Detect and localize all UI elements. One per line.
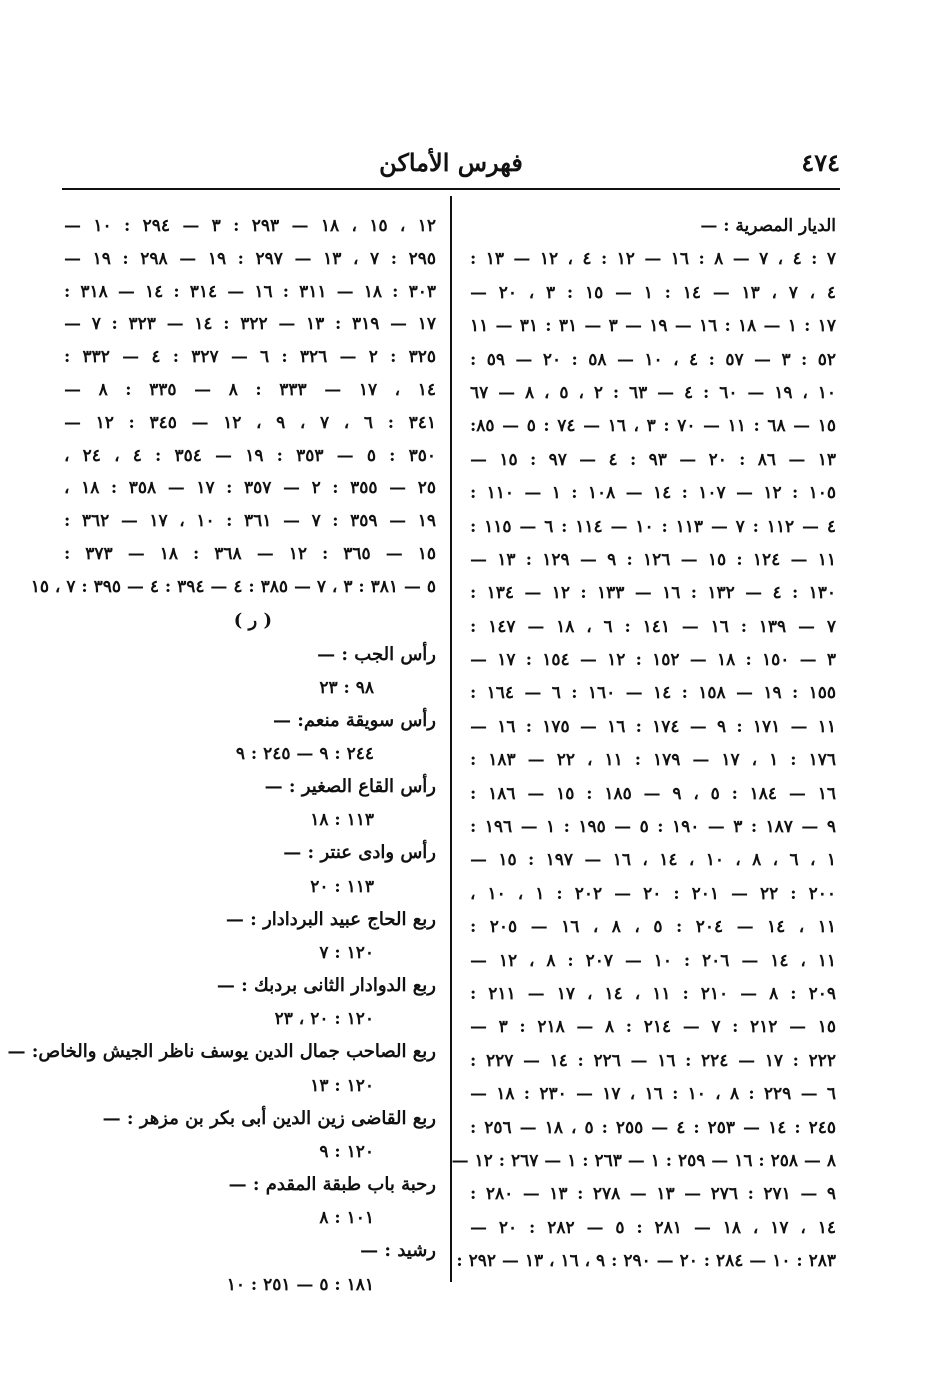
index-line: ١١ ، ١٤ — ٢٠٤ : ٥ ، ٨ ، ١٦ — ٢٠٥ : [470,917,836,938]
entry-title: رحبة باب طبقة المقدم : — [228,1173,436,1195]
index-line: ١٥ — ٣٦٥ : ١٢ — ٣٦٨ : ١٨ — ٣٧٣ : [64,543,436,564]
entry-title: ربع القاضى زين الدين أبى بكر بن مزهر : — [102,1107,436,1129]
left-column [7,210,437,1301]
index-line: ٩ — ١٨٧ : ٣ — ١٩٠ : ٥ — ١٩٥ : ١ — ١٩٦ : [470,817,836,838]
index-line: ٢٠٠ : ٢٢ — ٢٠١ : ٢٠ — ٢٠٢ : ١ ، ١٠ ، [470,883,836,904]
index-line: ٦ — ٢٢٩ : ٨ ، ١٠ : ١٦ ، ١٧ — ٢٣٠ : ١٨ — [470,1084,836,1105]
right-column-lines [451,243,837,1278]
index-line: ٢٢٢ : ١٧ — ٢٢٤ : ١٦ — ٢٢٦ : ١٤ — ٢٢٧ : [470,1050,836,1071]
index-line: ١٣٠ : ٤ — ١٣٢ : ١٦ — ١٣٣ : ١٢ — ١٣٤ : [470,583,836,604]
index-line: ١٧٦ : ١ ، ١٧ — ١٧٩ : ١١ ، ٢٢ — ١٨٣ : [470,750,836,771]
right-column [451,210,837,1279]
index-line: ٥٢ : ٣ — ٥٧ : ٤ ، ١٠ — ٥٨ : ٢٠ — ٥٩ : [470,349,836,370]
index-line: ١٥ — ٢١٢ : ٧ — ٢١٤ : ٨ — ٢١٨ : ٣ — [470,1017,836,1038]
index-line: ٣٥٠ : ٥ — ٣٥٣ : ١٩ — ٣٥٤ : ٤ ، ٢٤ ، [64,445,436,466]
header-rule [62,188,840,190]
index-line: ٥ — ٣٨١ : ٣ ، ٧ — ٣٨٥ : ٤ — ٣٩٤ : ٤ — ٣٩٥ : ٧ ، ١٥ [30,576,436,597]
entry-references: ١٢٠ : ٢٠ ، ٢٣ [274,1009,374,1030]
index-line: ٢٠٩ : ٨ — ٢١٠ : ١١ ، ١٤ ، ١٧ — ٢١١ : [470,983,836,1004]
entry-title: ربع الصاحب جمال الدين يوسف ناظر الجيش والخاص: — [7,1041,436,1063]
index-line: ١٥٥ : ١٩ — ١٥٨ : ١٤ — ١٦٠ : ٦ — ١٦٤ : [470,683,836,704]
index-line: ٢٨٣ : ١٠ — ٢٨٤ : ٢٠ — ٢٩٠ : ٩ ، ١٦ ، ١٣ — ٢٩٢ : [456,1251,836,1272]
page-header [62,146,840,184]
entry-references: ١٠١ : ٨ [319,1208,374,1229]
index-line: ١٤ ، ١٧ ، ١٨ — ٢٨١ : ٥ — ٢٨٢ : ٢٠ — [470,1217,836,1238]
entry-title: رشيد : — [360,1240,436,1262]
entry-title: ربع الدوادار الثانى بردبك : — [216,975,436,997]
left-column-continuation [30,210,437,604]
index-line: ١١ — ١٧١ : ٩ — ١٧٤ : ١٦ — ١٧٥ : ١٦ — [470,716,836,737]
section-letter: ( ر ) [233,609,272,631]
entry-heading: الديار المصرية : — [700,216,836,236]
entry-references: ١١٣ : ٢٠ [310,876,374,897]
entry-title: رأس وادى عنتر : — [283,842,436,864]
entry-references: ١٢٠ : ٧ [319,943,374,964]
index-line: ٢٩٥ : ٧ ، ١٣ — ٢٩٧ : ١٩ — ٢٩٨ : ١٩ — [64,248,436,269]
index-line: ٣٠٣ : ١٨ — ٣١١ : ١٦ — ٣١٤ : ١٤ — ٣١٨ : [64,281,436,302]
index-line: ١٢ ، ١٥ ، ١٨ — ٢٩٣ : ٣ — ٢٩٤ : ١٠ — [64,216,437,236]
index-line: ٨ — ٢٥٨ : ١٦ — ٢٥٩ : ١ — ٢٦٣ : ١ — ٢٦٧ : ١٢ — [451,1150,836,1171]
index-line: ١ ، ٦ ، ٨ ، ١٠ ، ١٤ ، ١٦ — ١٩٧ : ١٥ — [470,850,836,871]
index-line: ٣٤١ : ٦ ، ٧ ، ٩ ، ١٢ — ٣٤٥ : ١٢ — [64,412,437,433]
index-line: ١٧ — ٣١٩ : ١٣ — ٣٢٢ : ١٤ — ٣٢٣ : ٧ — [64,314,436,335]
index-line: ١٠٥ : ١٢ — ١٠٧ : ١٤ — ١٠٨ : ١ — ١١٠ : [470,483,836,504]
entry-references: ١١٣ : ١٨ [310,810,374,831]
left-column-entries [7,638,436,1301]
index-line: ١٩ — ٣٥٩ : ٧ — ٣٦١ : ١٠ ، ١٧ — ٣٦٢ : [64,511,436,532]
entry-title: ربع الحاج عبيد البردادار : — [225,908,436,930]
column-divider [450,196,452,1282]
index-line: ٢٥ — ٣٥٥ : ٢ — ٣٥٧ : ١٧ — ٣٥٨ : ١٨ ، [64,478,436,499]
entry-references: ٩٨ : ٢٣ [319,677,374,698]
index-line: ١٠ ، ١٩ — ٦٠ : ٤ — ٦٣ : ٢ ، ٥ ، ٨ — ٦٧ [470,382,836,403]
entry-title: رأس سويقة منعم: — [273,709,436,731]
index-line: ١١ ، ١٤ — ٢٠٦ : ١٠ — ٢٠٧ : ٨ ، ١٢ — [470,950,836,971]
index-line: ٤ — ١١٢ : ٧ — ١١٣ : ١٠ — ١١٤ : ٦ — ١١٥ : [470,516,836,537]
index-line: ٣ — ١٥٠ : ١٨ — ١٥٢ : ١٢ — ١٥٤ : ١٧ — [470,650,836,671]
index-line: ١١ — ١٢٤ : ١٥ — ١٢٦ : ٩ — ١٢٩ : ١٣ — [470,549,836,570]
entry-title: رأس القاع الصغير : — [264,776,436,798]
entry-references: ٢٤٤ : ٩ — ٢٤٥ : ٩ [235,744,374,765]
entry-title: رأس الجب : — [317,643,436,665]
index-line: ٣٢٥ : ٢ — ٣٢٦ : ٦ — ٣٢٧ : ٤ — ٣٣٢ : [64,347,437,368]
entry-references: ١٢٠ : ١٣ [310,1075,374,1096]
index-line: ٢٤٥ : ١٤ — ٢٥٣ : ٤ — ٢٥٥ : ٥ ، ١٨ — ٢٥٦ : [470,1117,836,1138]
index-line: ١٥ — ٦٨ : ١١ — ٧٠ : ٣ ، ١٦ — ٧٤ : ٥ — ٨٥: [470,416,836,437]
running-title: فهرس الأماكن [379,148,523,177]
index-line: ٧ : ٤ ، ٧ — ٨ : ١٦ — ١٢ : ٤ ، ١٢ — ١٣ : [470,249,836,270]
index-line: ٩ — ٢٧١ : ٢٧٦ — ١٣ — ٢٧٨ : ١٣ — ٢٨٠ : [470,1184,837,1205]
entry-references: ١٨١ : ٥ — ٢٥١ : ١٠ [226,1274,374,1295]
index-line: ١٣ — ٨٦ : ٢٠ — ٩٣ : ٤ — ٩٧ : ١٥ — [470,449,836,470]
index-line: ١٤ ، ١٧ — ٣٣٣ : ٨ — ٣٣٥ : ٨ — [64,379,436,400]
index-line: ٤ ، ٧ ، ١٣ — ١٤ : ١ — ١٥ : ٣ ، ٢٠ — [470,282,837,303]
index-line: ١٧ : ١ — ١٨ : ١٦ — ١٩ — ٣ — ٣١ : ٣١ — ١١ [470,316,836,337]
page-number: ٤٧٤ [801,148,840,177]
index-line: ١٦ — ١٨٤ : ٥ ، ٩ — ١٨٥ : ١٥ — ١٨٦ : [470,783,836,804]
entry-references: ١٢٠ : ٩ [319,1141,374,1162]
index-line: ٧ — ١٣٩ : ١٦ — ١٤١ : ٦ ، ١٨ — ١٤٧ : [470,616,836,637]
